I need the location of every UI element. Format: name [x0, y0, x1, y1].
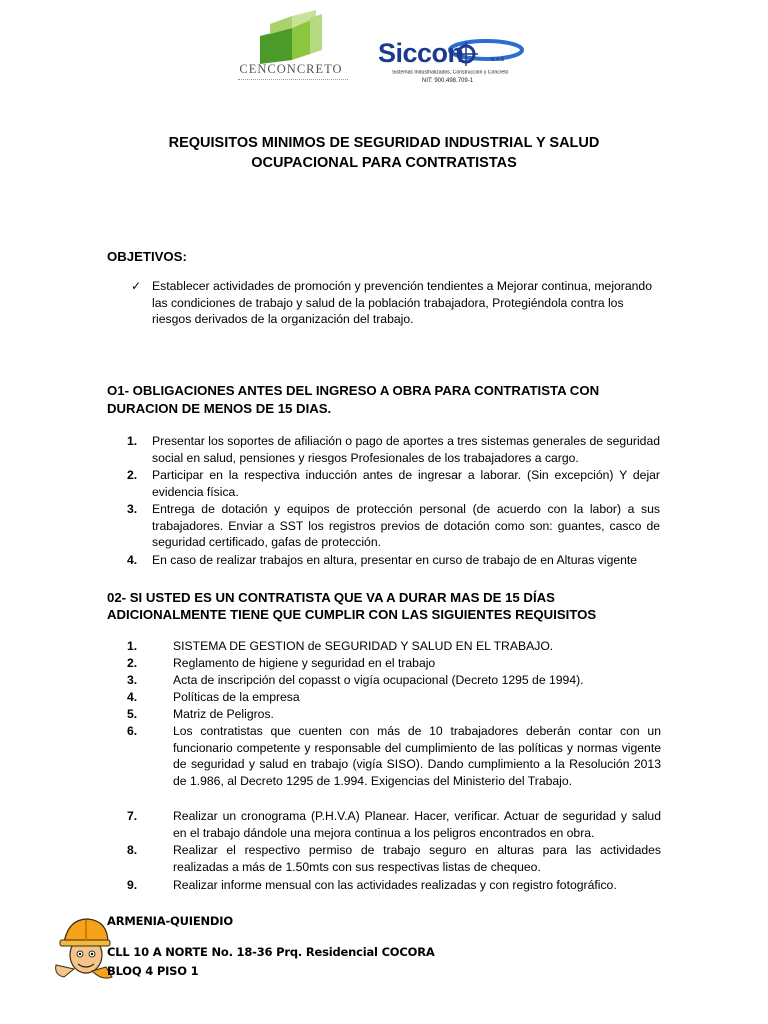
list-item: Realizar el respectivo permiso de trabajo seguro en alturas para las actividades realizadas a más de 1.50mts con sus respectivas listas de chequeo.: [173, 843, 661, 874]
footer-address: CLL 10 A NORTE No. 18-36 Prq. Residencial COCORA: [107, 945, 435, 959]
objectives-heading: OBJETIVOS:: [107, 249, 187, 264]
section2-heading-line2: ADICIONALMENTE TIENE QUE CUMPLIR CON LAS SIGUIENTES REQUISITOS: [107, 607, 597, 622]
cenconcreto-wordmark: CENCONCRETO: [239, 62, 343, 76]
objective-item: Establecer actividades de promoción y prevención tendientes a Mejorar continua, mejorando las condiciones de trabajo y salud de la población trabajadora, Protegiéndola contra los riesgos derivados de la organización del trabajo.: [152, 279, 652, 326]
list-item: Presentar los soportes de afiliación o pago de aportes a tres sistemas generales de seguridad social en salud, pensiones y riesgos Profesionales de los trabajadores a cargo.: [152, 434, 660, 465]
list-number: 8.: [127, 843, 138, 857]
list-item: Acta de inscripción del copasst o vigía ocupacional (Decreto 1295 de 1994).: [173, 673, 584, 687]
list-number: 4.: [127, 690, 138, 704]
list-number: 5.: [127, 707, 138, 721]
construction-worker-mascot-icon: [52, 913, 114, 983]
page-title-line2: OCUPACIONAL PARA CONTRATISTAS: [251, 155, 517, 171]
list-item: Entrega de dotación y equipos de protección personal (de acuerdo con la labor) a sus trabajadores. Enviar a SST los registros previos de dotación como son: guantes, casco de seguridad certificado, gafas de protección.: [152, 502, 660, 549]
list-number: 4.: [127, 553, 138, 567]
list-number: 6.: [127, 724, 138, 738]
section2-heading-line1: 02- SI USTED ES UN CONTRATISTA QUE VA A DURAR MAS DE 15 DÍAS: [107, 590, 555, 605]
list-item: Políticas de la empresa: [173, 690, 300, 704]
list-number: 1.: [127, 639, 138, 653]
list-number: 1.: [127, 434, 138, 448]
list-number: 7.: [127, 809, 138, 823]
list-number: 2.: [127, 468, 138, 482]
list-item: Los contratistas que cuenten con más de 10 trabajadores deberán contar con un funcionario competente y responsable del cumplimiento de las políticas y normas vigente de seguridad y salud en trabajo (vigía SISO). Dando cumplimiento a la Resolución 2013 de 1.986, al Decreto 1295 de 1.994. Exigencias del Ministerio del Trabajo.: [173, 724, 661, 788]
list-number: 2.: [127, 656, 138, 670]
check-icon: ✓: [131, 279, 142, 293]
siccon-logo: [378, 36, 526, 86]
siccon-wordmark: Siccon: [378, 38, 464, 68]
siccon-subtitle: Sistemas Industrializados, Construcción y Concreto: [392, 70, 509, 76]
list-item: En caso de realizar trabajos en altura, presentar en curso de trabajo de en Alturas vigente: [152, 553, 638, 567]
footer-city: ARMENIA-QUIENDIO: [107, 914, 233, 928]
section1-heading-line1: O1- OBLIGACIONES ANTES DEL INGRESO A OBRA PARA CONTRATISTA CON: [107, 383, 600, 398]
page-title-line1: REQUISITOS MINIMOS DE SEGURIDAD INDUSTRIAL Y SALUD: [168, 135, 600, 151]
list-item: Reglamento de higiene y seguridad en el trabajo: [173, 656, 436, 670]
siccon-nit: NIT: 900.498.709-1: [422, 78, 474, 84]
list-item: Realizar informe mensual con las actividades realizadas y con registro fotográfico.: [173, 878, 617, 892]
list-item: Matriz de Peligros.: [173, 707, 274, 721]
list-item: SISTEMA DE GESTION de SEGURIDAD Y SALUD EN EL TRABAJO.: [173, 639, 554, 653]
section1-heading-line2: DURACION DE MENOS DE 15 DIAS.: [107, 401, 332, 416]
list-number: 3.: [127, 502, 138, 516]
logo-divider: [238, 79, 348, 83]
siccon-sas-tag: S.A.S: [491, 57, 505, 63]
cenconcreto-logo: [218, 6, 358, 86]
list-item: Participar en la respectiva inducción antes de ingresar a laborar. (Sin excepción) Y dejar evidencia física.: [152, 468, 660, 499]
list-number: 9.: [127, 878, 138, 892]
list-item: Realizar un cronograma (P.H.V.A) Planear. Hacer, verificar. Actuar de seguridad y salud en el trabajo dándole una mejora continua a los peligros encontrados en obra.: [173, 809, 661, 840]
footer-building: BLOQ 4 PISO 1: [107, 964, 199, 978]
list-number: 3.: [127, 673, 138, 687]
